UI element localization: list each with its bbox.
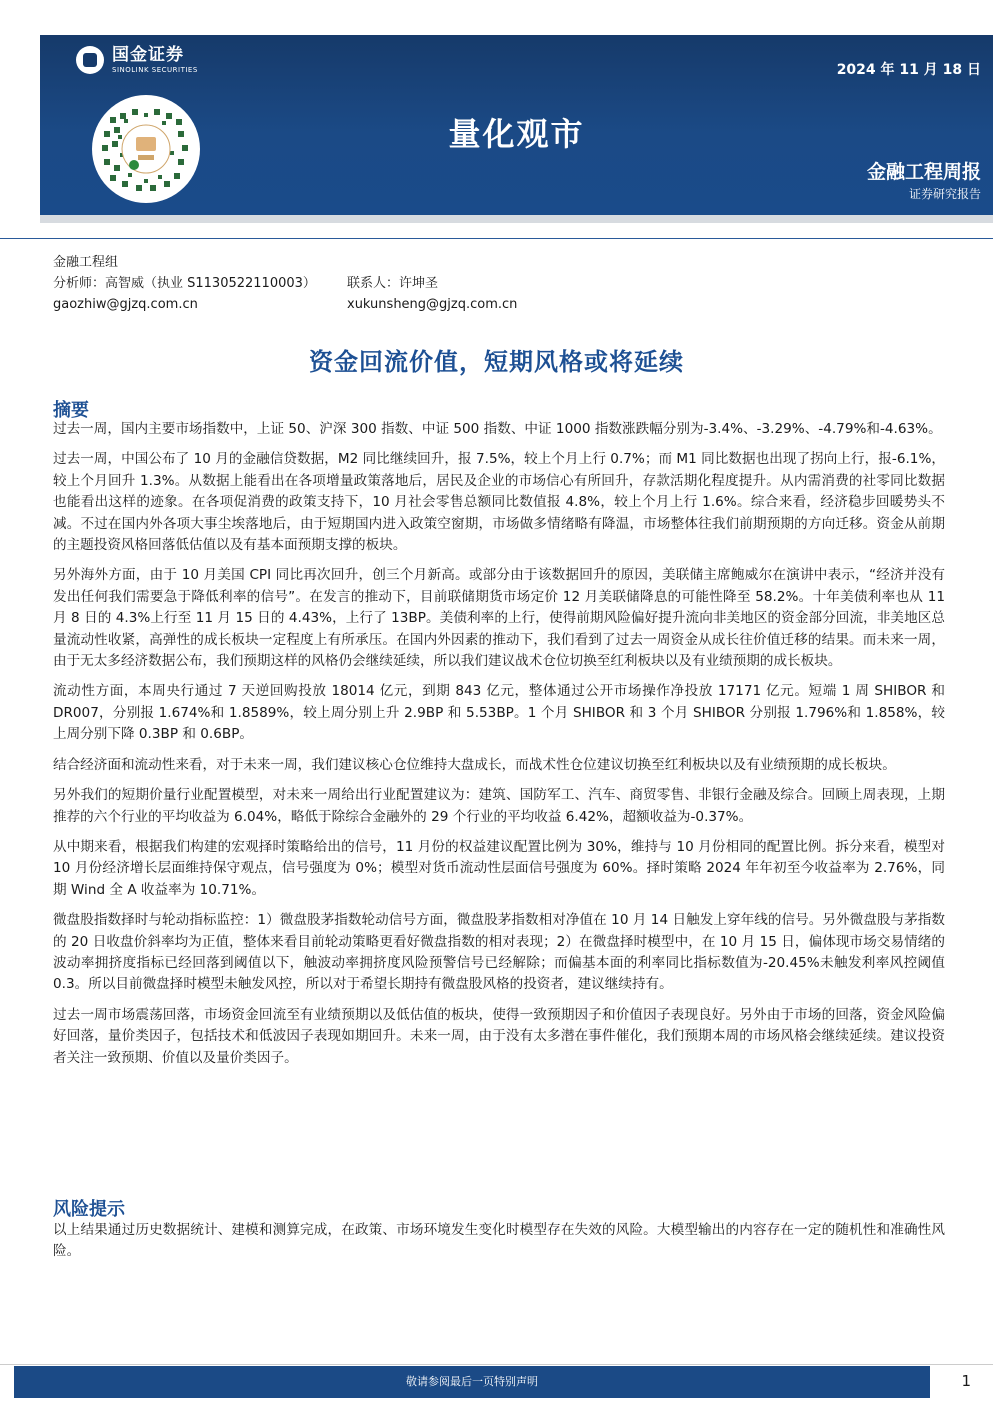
- contact-email[interactable]: xukunsheng@gjzq.com.cn: [347, 297, 518, 312]
- report-type: 金融工程周报: [866, 161, 981, 183]
- page-number: 1: [961, 1372, 971, 1390]
- brand-name-cn: 国金证券: [112, 45, 184, 65]
- summary-paragraph: 流动性方面，本周央行通过 7 天逆回购投放 18014 亿元，到期 843 亿元，整体通过公开市场操作净投放 17171 亿元。短端 1 周 SHIBOR 和 DR007，分别报 1.674%和 1.8589%，较上周分别上升 2.9BP 和 5.53BP。1 个月 SHIBOR 和 3 个月 SHIBOR 分别报 1.796%和 1.858%，较上周分别下降 0.3BP 和 0.6BP。: [53, 683, 945, 743]
- footer-divider: [0, 1364, 993, 1365]
- summary-paragraph: 结合经济面和流动性来看，对于未来一周，我们建议核心仓位维持大盘成长，而战术性仓位建议切换至红利板块以及有业绩预期的成长板块。: [53, 756, 896, 773]
- author-info: [53, 252, 953, 315]
- header: [40, 35, 993, 223]
- banner: [40, 35, 993, 215]
- report-title: 资金回流价值，短期风格或将延续: [309, 348, 684, 376]
- summary-paragraph: 过去一周，国内主要市场指数中，上证 50、沪深 300 指数、中证 500 指数、中证 1000 指数涨跌幅分别为-3.4%、-3.29%、-4.79%和-4.63%。: [53, 421, 942, 437]
- analyst: 分析师：高智威（执业 S1130522110003）: [53, 276, 316, 291]
- risk-body: [53, 1220, 945, 1272]
- header-divider: [0, 238, 993, 239]
- risk-paragraph: 以上结果通过历史数据统计、建模和测算完成，在政策、市场环境发生变化时模型存在失效的风险。大模型输出的内容存在一定的随机性和准确性风险。: [53, 1222, 945, 1260]
- summary-body: [53, 419, 945, 1078]
- company-logo: [76, 45, 198, 75]
- summary-paragraph: 从中期来看，根据我们构建的宏观择时策略给出的信号，11 月份的权益建议配置比例为 30%，维持与 10 月份相同的配置比例。拆分来看，模型对 10 月份经济增长层面维持保守观点，信号强度为 0%；模型对货币流动性层面信号强度为 60%。择时策略 2024 年年初至今收益率为 2.76%，同期 Wind 全 A 收益率为 10.71%。: [53, 838, 945, 898]
- logo-mark-icon: [76, 46, 104, 74]
- report-date: 2024 年 11 月 18 日: [836, 62, 981, 78]
- summary-paragraph: 另外我们的短期价量行业配置模型，对未来一周给出行业配置建议为：建筑、国防军工、汽车、商贸零售、非银行金融及综合。回顾上周表现，上期推荐的六个行业的平均收益为 6.04%，略低于除综合金融外的 29 个行业的平均收益 6.42%，超额收益为-0.37%。: [53, 787, 945, 825]
- summary-paragraph: 微盘股指数择时与轮动指标监控：1）微盘股茅指数轮动信号方面，微盘股茅指数相对净值在 10 月 14 日触发上穿年线的信号。另外微盘股与茅指数的 20 日收盘价斜率均为正值，整体来看目前轮动策略更看好微盘指数的相对表现；2）在微盘择时模型中，在 10 月 15 日，偏体现市场交易情绪的波动率拥挤度指标已经回落到阈值以下，触波动率拥挤度风险预警信号已经解除；而偏基本面的利率同比指标数值为-20.45%未触发利率风控阈值 0.3。所以目前微盘择时模型未触发风控，所以对于希望长期持有微盘股风格的投资者，建议继续持有。: [53, 912, 945, 993]
- summary-paragraph: 过去一周市场震荡回落，市场资金回流至有业绩预期以及低估值的板块，使得一致预期因子和价值因子表现良好。另外由于市场的回落，资金风险偏好回落，量价类因子，包括技术和低波因子表现如期回升。未来一周，由于没有太多潜在事件催化，我们预期本周的市场风格会继续延续。建议投资者关注一致预期、价值以及量价类因子。: [53, 1006, 945, 1066]
- brand-name-en: SINOLINK SECURITIES: [112, 66, 198, 74]
- summary-heading: 摘要: [53, 400, 89, 421]
- summary-paragraph: 过去一周，中国公布了 10 月的金融信贷数据，M2 同比继续回升，报 7.5%，较上个月上行 0.7%；而 M1 同比数据也出现了拐向上行，报-6.1%，较上个月回升 1.3%。从数据上能看出在各项增量政策落地后，居民及企业的市场信心有所回升，存款活期化程度提升。从内需消费的社零同比数据也能看出这样的迹象。在各项促消费的政策支持下，10 月社会零售总额同比数值报 4.8%，较上个月上行 1.6%。综合来看，经济稳步回暖势头不减。不过在国内外各项大事尘埃落地后，由于短期国内进入政策空窗期，市场做多情绪略有降温，市场整体往我们前期预期的方向迁移。资金从前期的主题投资风格回落低估值以及有基本面预期支撑的板块。: [53, 451, 945, 554]
- team-name: 金融工程组: [53, 255, 119, 270]
- summary-paragraph: 另外海外方面，由于 10 月美国 CPI 同比再次回升，创三个月新高。或部分由于该数据回升的原因，美联储主席鲍威尔在演讲中表示，“经济并没有发出任何我们需要急于降低利率的信号”。在发言的推动下，目前联储期货市场定价 12 月美联储降息的可能性降至 58.2%。十年美债利率也从 11 月 8 日的 4.3%上行至 11 月 15 日的 4.43%，上行了 13BP。美债利率的上行，使得前期风险偏好提升流向非美地区的资金部分回流，非美地区总量流动性收紧，高弹性的成长板块一定程度上有所承压。在国内外因素的推动下，我们看到了过去一周资金从成长往价值迁移的结果。而未来一周，由于无太多经济数据公布，我们预期这样的风格仍会继续延续，所以我们建议战术仓位切换至红利板块以及有业绩预期的成长板块。: [53, 567, 945, 670]
- contact: 联系人：许坤圣: [347, 276, 439, 291]
- risk-heading: 风险提示: [53, 1199, 125, 1220]
- analyst-email[interactable]: gaozhiw@gjzq.com.cn: [53, 297, 198, 312]
- footer-disclaimer: 敬请参阅最后一页特别声明: [14, 1366, 930, 1398]
- banner-title: 量化观市: [448, 115, 585, 153]
- report-subtype: 证券研究报告: [908, 187, 981, 201]
